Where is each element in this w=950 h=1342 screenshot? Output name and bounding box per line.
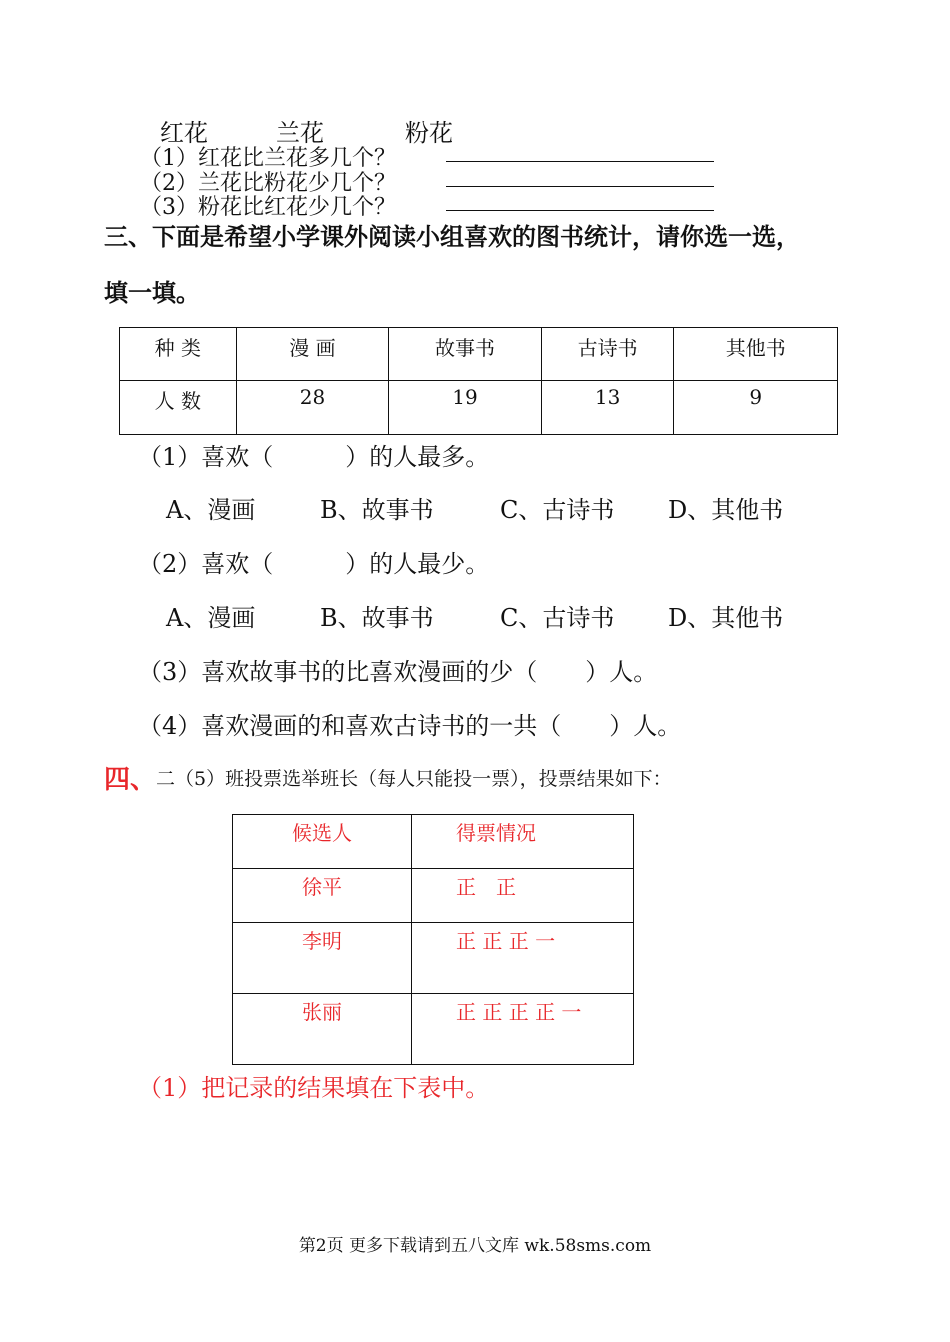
candidate-name: 张丽 [233,994,412,1065]
candidate-name: 李明 [233,923,412,994]
q1-option-d[interactable]: D、其他书 [668,496,784,524]
q2-option-c[interactable]: C、古诗书 [500,604,615,632]
q1-option-a[interactable]: A、漫画 [166,496,256,524]
section-3-title-line-1: 三、下面是希望小学课外阅读小组喜欢的图书统计，请你选一选， [104,223,800,251]
answer-line-1[interactable] [446,161,714,162]
section-4-number: 四、 [104,765,157,795]
flower-question-2: （2）兰花比粉花少几个？ [140,171,396,196]
table-row [120,381,838,435]
header-candidate: 候选人 [233,815,412,869]
count-story: 19 [389,381,542,435]
flower-label-blue: 兰花 [276,119,324,147]
count-poem: 13 [541,381,674,435]
flower-question-1: （1）红花比兰花多几个？ [140,146,396,171]
category-comic: 漫 画 [236,328,389,381]
count-other: 9 [674,381,838,435]
question-4: （4）喜欢漫画的和喜欢古诗书的一共（ ）人。 [138,712,682,740]
vote-tally-table [232,814,634,1065]
q1-option-c[interactable]: C、古诗书 [500,496,615,524]
row-label-category: 种 类 [120,328,237,381]
count-comic: 28 [236,381,389,435]
category-poem: 古诗书 [541,328,674,381]
header-votes: 得票情况 [412,815,634,869]
table-row [233,994,634,1065]
table-row [120,328,838,381]
flower-question-3: （3）粉花比红花少几个？ [140,195,396,220]
row-label-count: 人 数 [120,381,237,435]
question-2: （2）喜欢（ ）的人最少。 [138,550,490,578]
candidate-tally: 正 正 [412,869,634,923]
section-4-question-1: （1）把记录的结果填在下表中。 [138,1074,490,1102]
flower-label-red: 红花 [160,119,208,147]
book-stats-table [119,327,838,435]
section-4-text: 二（5）班投票选举班长（每人只能投一票），投票结果如下： [156,768,672,790]
section-3-title-line-2: 填一填。 [104,279,200,307]
q2-option-b[interactable]: B、故事书 [320,604,434,632]
question-3: （3）喜欢故事书的比喜欢漫画的少（ ）人。 [138,658,658,686]
flower-label-pink: 粉花 [405,119,453,147]
q2-option-a[interactable]: A、漫画 [166,604,256,632]
table-row [233,815,634,869]
question-1: （1）喜欢（ ）的人最多。 [138,443,490,471]
category-story: 故事书 [389,328,542,381]
table-row [233,923,634,994]
candidate-tally: 正 正 正 正 一 [412,994,634,1065]
candidate-name: 徐平 [233,869,412,923]
answer-line-2[interactable] [446,186,714,187]
q1-option-b[interactable]: B、故事书 [320,496,434,524]
candidate-tally: 正 正 正 一 [412,923,634,994]
table-row [233,869,634,923]
answer-line-3[interactable] [446,210,714,211]
page-footer: 第2页 更多下载请到五八文库 wk.58sms.com [298,1236,652,1256]
category-other: 其他书 [674,328,838,381]
q2-option-d[interactable]: D、其他书 [668,604,784,632]
